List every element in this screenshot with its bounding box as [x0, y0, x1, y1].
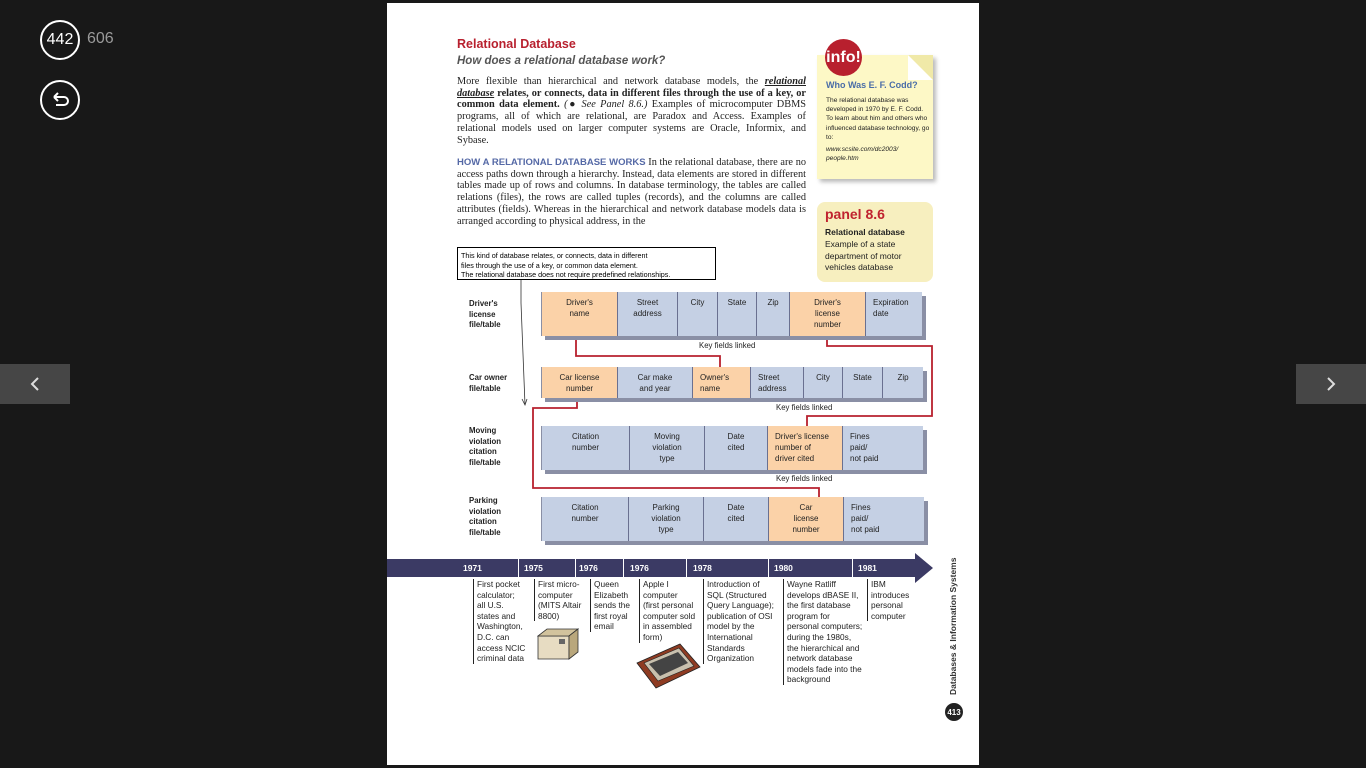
table-cell: State	[843, 367, 883, 398]
timeline-separator	[518, 559, 519, 579]
altair-computer-illustration	[537, 628, 579, 660]
timeline-separator	[623, 559, 624, 579]
next-page-button[interactable]	[1296, 364, 1366, 404]
table-cell: City	[678, 292, 718, 336]
moving-violation-table	[541, 426, 923, 470]
panel-subtitle: Relational database	[825, 227, 905, 237]
timeline-event: Queen Elizabeth sends the first royal email	[590, 579, 630, 632]
timeline-event: IBM introduces personal computer	[867, 579, 909, 621]
drivers-license-table	[541, 292, 922, 336]
table-cell: City	[804, 367, 843, 398]
section-title: Relational Database	[457, 37, 576, 51]
table-cell: Zip	[757, 292, 790, 336]
back-button[interactable]	[40, 80, 80, 120]
key-fields-label: Key fields linked	[699, 341, 756, 350]
table-cell: Street address	[751, 367, 804, 398]
moving-violation-table-label: Moving violation citation file/table	[469, 426, 502, 467]
chevron-left-icon	[30, 377, 40, 391]
timeline-year: 1975	[524, 563, 543, 573]
table-cell: Moving violation type	[630, 426, 705, 470]
timeline-year: 1976	[630, 563, 649, 573]
diagram-callout: This kind of database relates, or connects, data in different files through the use of a key, or common data element. The relational database does not require predefined relationships.	[457, 247, 716, 280]
table-cell: Driver's name	[542, 292, 618, 336]
timeline-separator	[852, 559, 853, 579]
info-title: Who Was E. F. Codd?	[826, 80, 918, 90]
back-arrow-icon	[50, 91, 70, 109]
car-owner-table-label: Car owner file/table	[469, 373, 508, 393]
chevron-right-icon	[1326, 377, 1336, 391]
table-cell: Parking violation type	[629, 497, 704, 541]
table-cell: Driver's license number of driver cited	[768, 426, 843, 470]
table-cell: Car make and year	[618, 367, 693, 398]
timeline-year: 1980	[774, 563, 793, 573]
key-fields-label: Key fields linked	[776, 403, 833, 412]
timeline-event: Introduction of SQL (Structured Query Language); publication of OSI model by the International Standards Organization	[703, 579, 774, 664]
car-owner-table	[541, 367, 923, 398]
drivers-license-table-label: Driver's license file/table	[469, 299, 501, 329]
table-cell: Expiration date	[873, 298, 909, 318]
timeline-year: 1978	[693, 563, 712, 573]
info-badge: info!	[825, 39, 862, 76]
timeline-separator	[768, 559, 769, 579]
timeline-year: 1976	[579, 563, 598, 573]
current-page-indicator[interactable]: 442	[40, 20, 80, 60]
table-cell: Fines paid/ not paid	[850, 432, 879, 463]
info-text: The relational database was developed in 1970 by E. F. Codd. To learn about him and others who influenced database technology, go to:	[826, 97, 930, 141]
parking-violation-table-label: Parking violation citation file/table	[469, 496, 502, 537]
panel-description: Example of a state department of motor vehicles database	[825, 239, 902, 273]
table-cell: Car license number	[769, 497, 844, 541]
table-cell: Owner's name	[693, 367, 751, 398]
previous-page-button[interactable]	[0, 364, 70, 404]
timeline-separator	[686, 559, 687, 579]
timeline-event: First micro- computer (MITS Altair 8800)	[534, 579, 581, 621]
section-question: How does a relational database work?	[457, 55, 666, 67]
timeline-event: Wayne Ratliff develops dBASE II, the first database program for personal computers; during the 1980s, the hierarchical and network database models fade into the background	[783, 579, 862, 685]
paragraph-2: HOW A RELATIONAL DATABASE WORKS In the relational database, there are no access paths down through a hierarchy. Instead, data elements are stored in different tables made up of rows and columns. In database terminology, the tables are called relations (files), the rows are called tuples (records), and the columns are called attributes (fields). Whereas in the hierarchical and network database models data is arranged according to physical address, in the	[457, 157, 806, 227]
timeline-separator	[575, 559, 576, 579]
book-page	[387, 3, 979, 765]
parking-violation-table	[541, 497, 924, 541]
total-pages: 606	[87, 30, 114, 47]
table-cell: Car license number	[542, 367, 618, 398]
table-cell: Citation number	[542, 426, 630, 470]
table-cell: Date cited	[704, 497, 769, 541]
key-fields-label: Key fields linked	[776, 474, 833, 483]
panel-title: panel 8.6	[825, 206, 885, 222]
info-url[interactable]: www.scsite.com/dc2003/ people.htm	[826, 146, 899, 162]
table-cell: State	[718, 292, 757, 336]
table-cell: Zip	[897, 373, 909, 382]
table-cell: Citation number	[542, 497, 629, 541]
apple-i-illustration	[636, 643, 701, 689]
table-cell: Street address	[618, 292, 678, 336]
timeline-year: 1981	[858, 563, 877, 573]
table-cell: Date cited	[705, 426, 768, 470]
chapter-side-title: Databases & Information Systems	[948, 557, 958, 695]
paragraph-1: More flexible than hierarchical and network database models, the relational database relates, or connects, data in different files through the use of a key, or common data element. (● See Panel 8.6.) Examples of microcomputer DBMS programs, all of which are relational, are Paradox and Access. Examples of relational models used on larger computer systems are Oracle, Informix, and Sybase.	[457, 76, 806, 146]
timeline-year: 1971	[463, 563, 482, 573]
timeline-event: Apple I computer (first personal computer sold in assembled form)	[639, 579, 695, 643]
page-number: 413	[945, 703, 963, 721]
table-cell: Driver's license number	[790, 292, 866, 336]
timeline-event: First pocket calculator; all U.S. states and Washington, D.C. can access NCIC criminal data	[473, 579, 525, 664]
table-cell: Fines paid/ not paid	[851, 503, 880, 534]
